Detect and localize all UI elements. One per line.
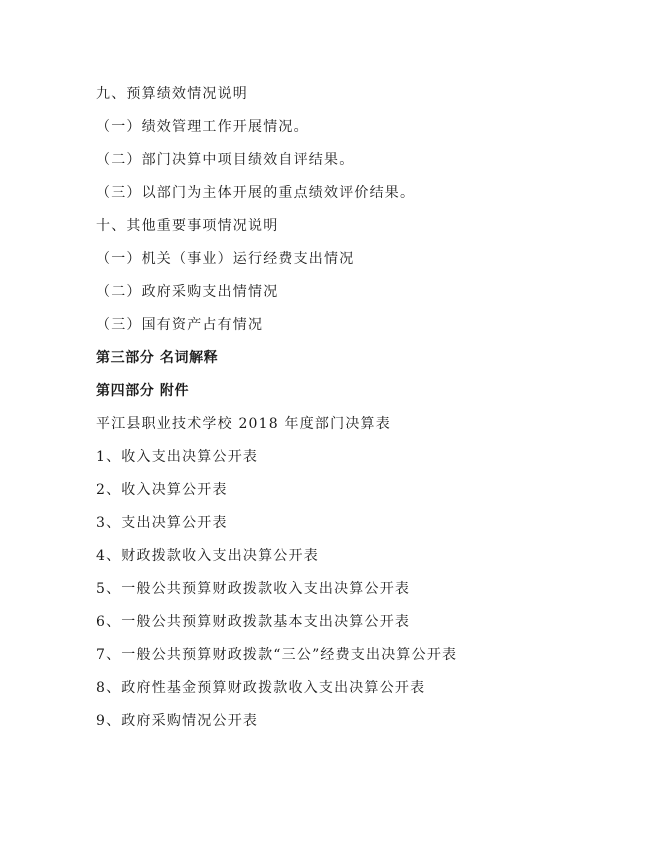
section9-title: 九、预算绩效情况说明 [96,86,248,102]
attachment-item-5: 5、一般公共预算财政拨款收入支出决算公开表 [96,581,411,597]
attachment-item-3: 3、支出决算公开表 [96,515,228,531]
section10-item-1: （一）机关（事业）运行经费支出情况 [96,251,355,267]
part4-heading: 第四部分 附件 [96,383,190,399]
section10-item-2: （二）政府采购支出情情况 [96,284,279,300]
attachments-subtitle: 平江县职业技术学校 2018 年度部门决算表 [96,416,391,432]
attachment-item-6: 6、一般公共预算财政拨款基本支出决算公开表 [96,614,411,630]
attachment-item-1: 1、收入支出决算公开表 [96,449,259,465]
section9-item-2: （二）部门决算中项目绩效自评结果。 [96,152,355,168]
attachment-item-2: 2、收入决算公开表 [96,482,228,498]
attachment-item-7: 7、一般公共预算财政拨款“三公”经费支出决算公开表 [96,647,458,663]
attachment-item-4: 4、财政拨款收入支出决算公开表 [96,548,319,564]
section10-title: 十、其他重要事项情况说明 [96,218,279,234]
attachment-item-8: 8、政府性基金预算财政拨款收入支出决算公开表 [96,680,426,696]
attachment-item-9: 9、政府采购情况公开表 [96,713,259,729]
section9-item-3: （三）以部门为主体开展的重点绩效评价结果。 [96,185,416,201]
section10-item-3: （三）国有资产占有情况 [96,317,264,333]
section9-item-1: （一）绩效管理工作开展情况。 [96,119,309,135]
part3-heading: 第三部分 名词解释 [96,350,219,366]
